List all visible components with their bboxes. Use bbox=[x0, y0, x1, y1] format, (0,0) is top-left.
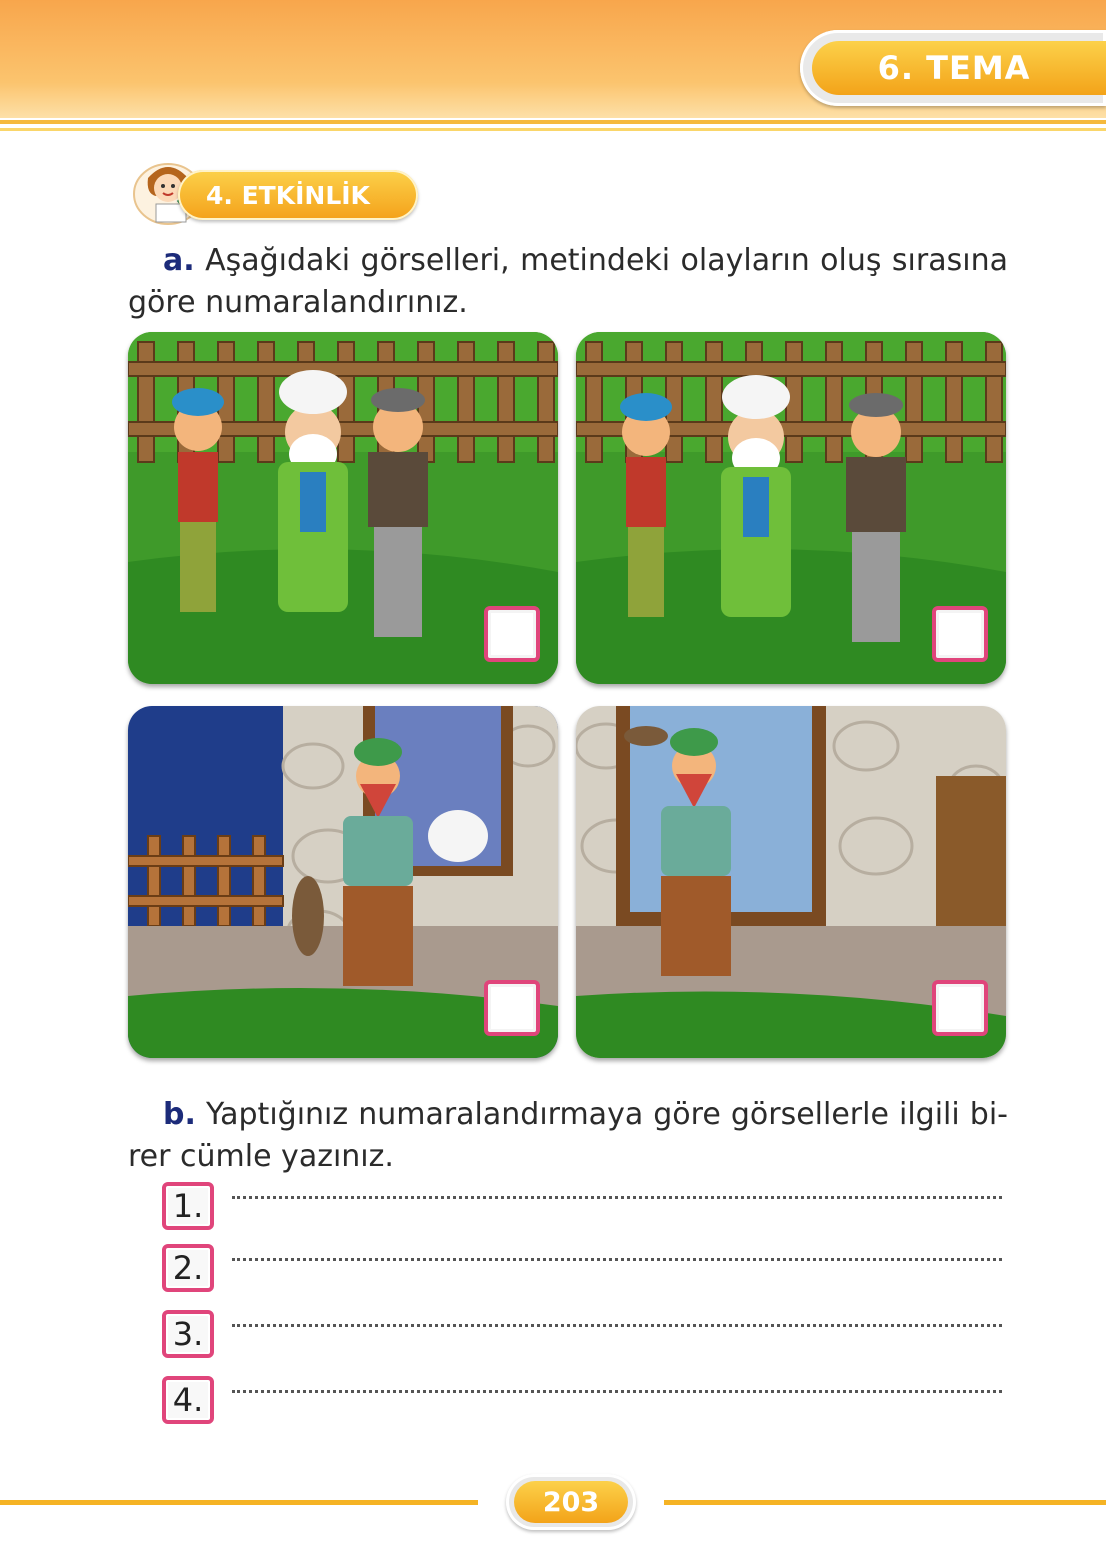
answer-dotted-field-3[interactable] bbox=[232, 1324, 1002, 1327]
answer-line-2 bbox=[162, 1244, 1002, 1296]
answer-line-3 bbox=[162, 1310, 1002, 1362]
answer-number-3: 3. bbox=[162, 1310, 214, 1358]
question-b-letter: b. bbox=[163, 1097, 196, 1132]
footer-rule-left bbox=[0, 1500, 478, 1505]
answer-number-4: 4. bbox=[162, 1376, 214, 1424]
question-b-line2: rer cümle yazınız. bbox=[128, 1139, 394, 1174]
page-number: 203 bbox=[514, 1481, 628, 1523]
footer-rule-right bbox=[664, 1500, 1106, 1505]
order-answer-box-4[interactable] bbox=[932, 980, 988, 1036]
question-b bbox=[128, 1094, 1008, 1178]
illustration-panel-3 bbox=[128, 706, 558, 1058]
answer-dotted-field-1[interactable] bbox=[232, 1196, 1002, 1199]
question-a-letter: a. bbox=[163, 243, 195, 278]
question-a-line1: Aşağıdaki görselleri, metindeki olayların oluş sırasına bbox=[205, 243, 1008, 278]
answer-line-4 bbox=[162, 1376, 1002, 1428]
answer-line-1 bbox=[162, 1182, 1002, 1234]
question-b-line1: Yaptığınız numaralandırmaya göre görsellerle ilgili bi- bbox=[205, 1097, 1008, 1132]
answer-dotted-field-4[interactable] bbox=[232, 1390, 1002, 1393]
activity-badge: 4. ETKİNLİK bbox=[178, 170, 418, 220]
order-answer-box-1[interactable] bbox=[484, 606, 540, 662]
theme-badge: 6. TEMA bbox=[812, 41, 1106, 95]
illustration-panel-1 bbox=[128, 332, 558, 684]
answer-dotted-field-2[interactable] bbox=[232, 1258, 1002, 1261]
order-answer-box-3[interactable] bbox=[484, 980, 540, 1036]
illustration-panel-2 bbox=[576, 332, 1006, 684]
answer-number-2: 2. bbox=[162, 1244, 214, 1292]
question-a bbox=[128, 240, 1008, 324]
order-answer-box-2[interactable] bbox=[932, 606, 988, 662]
illustration-panel-4 bbox=[576, 706, 1006, 1058]
answer-number-1: 1. bbox=[162, 1182, 214, 1230]
question-a-line2: göre numaralandırınız. bbox=[128, 285, 468, 320]
header-rule bbox=[0, 120, 1106, 135]
